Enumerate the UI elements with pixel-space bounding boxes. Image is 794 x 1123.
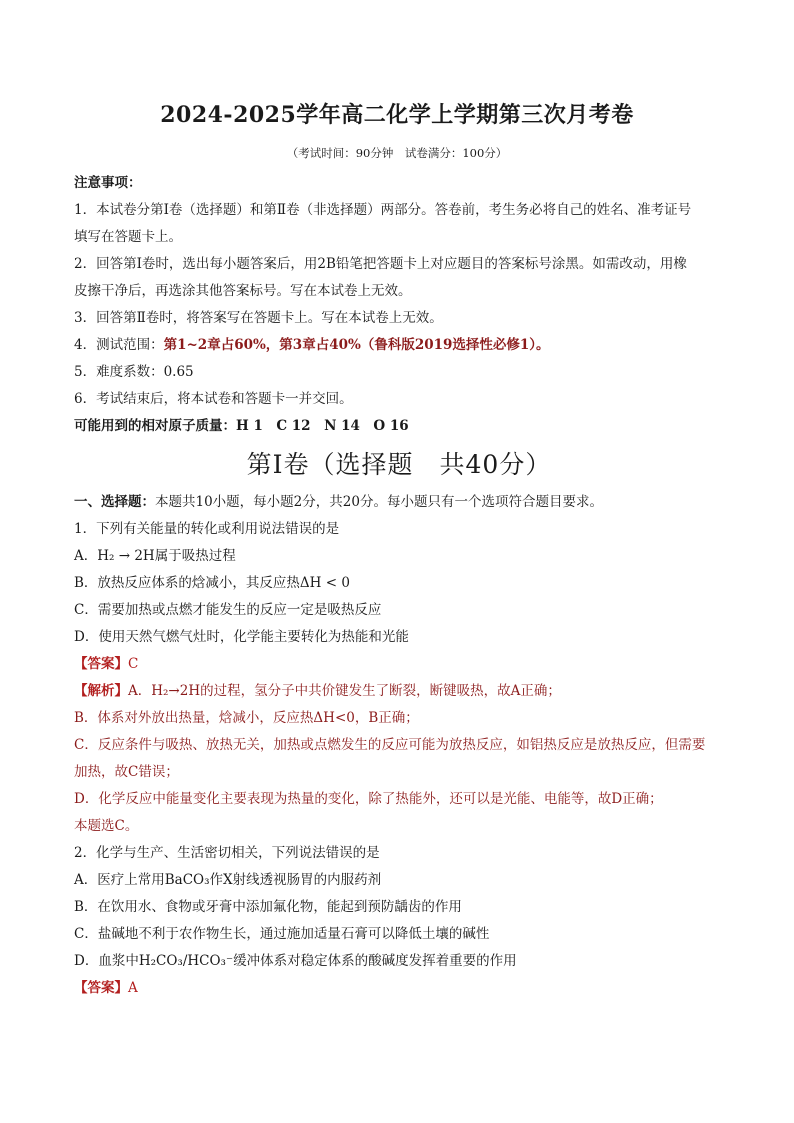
question-stem: 2．化学与生产、生活密切相关，下列说法错误的是 — [74, 845, 380, 861]
test-scope-label: 4．测试范围： — [74, 337, 164, 353]
notice-line: 皮擦干净后，再选涂其他答案标号。写在本试卷上无效。 — [74, 283, 412, 299]
question-option: A．医疗上常用BaCO₃作X射线透视肠胃的内服药剂 — [74, 872, 382, 888]
atomic-mass-note: 可能用到的相对原子质量：H 1 C 12 N 14 O 16 — [74, 418, 409, 434]
section-title: 第Ⅰ卷（选择题 共40分） — [246, 450, 552, 479]
answer-value: C — [128, 656, 139, 672]
question-option: A．H₂ → 2H属于吸热过程 — [74, 548, 236, 564]
answer-tag: 【答案】 — [74, 980, 128, 996]
explanation-line: C．反应条件与吸热、放热无关，加热或点燃发生的反应可能为放热反应，如铝热反应是放热反应，但需要 — [74, 737, 706, 753]
section-instruction — [74, 489, 724, 516]
explanation-line: D．化学反应中能量变化主要表现为热量的变化，除了热能外，还可以是光能、电能等，故D正确； — [74, 791, 663, 807]
question-stem: 1．下列有关能量的转化或利用说法错误的是 — [74, 521, 340, 537]
exam-info: （考试时间：90分钟 试卷满分：100分） — [286, 146, 508, 160]
notice-line: 6．考试结束后，将本试卷和答题卡一并交回。 — [74, 391, 353, 407]
question-option: D．使用天然气燃气灶时，化学能主要转化为热能和光能 — [74, 629, 409, 645]
question-option: B．放热反应体系的焓减小，其反应热ΔH < 0 — [74, 575, 350, 591]
notice-difficulty: 5．难度系数：0.65 — [74, 364, 194, 380]
answer-value: A — [128, 980, 138, 996]
explanation-line: 加热，故C错误； — [74, 764, 179, 780]
exam-content — [74, 170, 724, 1002]
answer-line — [74, 975, 724, 1002]
instruction-label: 一、选择题： — [74, 494, 155, 510]
explanation-line — [74, 678, 724, 705]
instruction-text: 本题共10小题，每小题2分，共20分。每小题只有一个选项符合题目要求。 — [155, 494, 603, 510]
explanation-line: 本题选C。 — [74, 818, 139, 834]
explanation-tag: 【解析】 — [74, 683, 128, 699]
page-title: 2024-2025学年高二化学上学期第三次月考卷 — [160, 102, 634, 128]
notice-line: 3．回答第Ⅱ卷时，将答案写在答题卡上。写在本试卷上无效。 — [74, 310, 443, 326]
question-option: B．在饮用水、食物或牙膏中添加氟化物，能起到预防龋齿的作用 — [74, 899, 462, 915]
answer-line — [74, 651, 724, 678]
explanation-text: A．H₂→2H的过程，氢分子中共价键发生了断裂，断键吸热，故A正确； — [128, 683, 561, 699]
explanation-line: B．体系对外放出热量，焓减小，反应热ΔH<0，B正确； — [74, 710, 419, 726]
notice-heading: 注意事项： — [74, 175, 142, 191]
notice-line: 2．回答第Ⅰ卷时，选出每小题答案后，用2B铅笔把答题卡上对应题目的答案标号涂黑。如需改动，用橡 — [74, 256, 687, 272]
notice-test-scope — [74, 332, 724, 359]
answer-tag: 【答案】 — [74, 656, 128, 672]
test-scope-value: 第1~2章占60%，第3章占40%（鲁科版2019选择性必修1）。 — [163, 337, 550, 353]
notice-line: 1．本试卷分第Ⅰ卷（选择题）和第Ⅱ卷（非选择题）两部分。答卷前，考生务必将自己的姓名、准考证号 — [74, 202, 692, 218]
question-option: C．需要加热或点燃才能发生的反应一定是吸热反应 — [74, 602, 382, 618]
question-option: D．血浆中H₂CO₃/HCO₃⁻缓冲体系对稳定体系的酸碱度发挥着重要的作用 — [74, 953, 517, 969]
notice-line: 填写在答题卡上。 — [74, 229, 182, 245]
question-option: C．盐碱地不利于农作物生长，通过施加适量石膏可以降低土壤的碱性 — [74, 926, 490, 942]
